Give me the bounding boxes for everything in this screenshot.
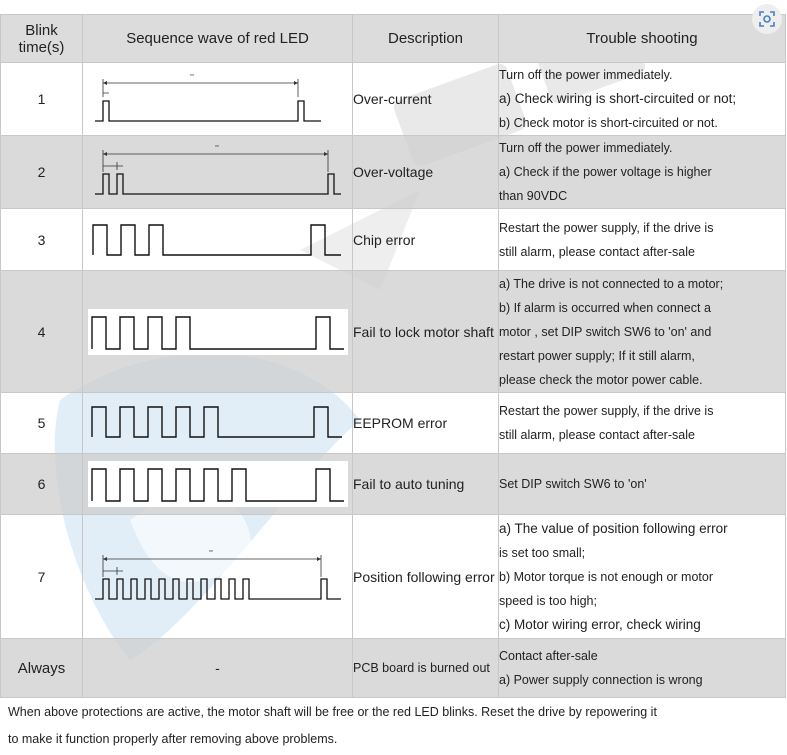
table-row <box>1 454 786 515</box>
trouble-shooting <box>499 515 786 639</box>
table-row <box>1 136 786 209</box>
focus-scan-icon <box>758 10 776 28</box>
trouble-line: speed is too high; <box>499 593 597 608</box>
trouble-line: Turn off the power immediately. <box>499 141 673 155</box>
trouble-line: restart power supply; If it still alarm, <box>499 348 695 363</box>
trouble-line: Set DIP switch SW6 to 'on' <box>499 477 647 491</box>
trouble-line: Restart the power supply, if the drive is <box>499 404 714 418</box>
header-wave: Sequence wave of red LED <box>83 15 353 63</box>
trouble-shooting <box>499 136 786 209</box>
svg-text:**: ** <box>208 549 213 556</box>
footer-line: When above protections are active, the motor shaft will be free or the red LED blinks. Reset the drive by repowering it <box>8 705 657 719</box>
led-wave-diagram <box>90 403 346 443</box>
alarm-description: Fail to lock motor shaft <box>353 271 499 393</box>
wave-cell <box>83 454 353 515</box>
blink-count: 4 <box>1 271 83 393</box>
led-wave-diagram <box>88 461 348 507</box>
led-wave-diagram <box>91 219 345 261</box>
svg-text:**: ** <box>214 145 219 151</box>
blink-count: 5 <box>1 393 83 454</box>
wave-cell <box>83 515 353 639</box>
header-description: Description <box>353 15 499 63</box>
trouble-line: a) Check wiring is short-circuited or not; <box>499 91 737 106</box>
blink-count: 1 <box>1 63 83 136</box>
trouble-line: a) The value of position following error <box>499 520 728 536</box>
trouble-line: motor , set DIP switch SW6 to 'on' and <box>499 324 712 339</box>
trouble-line: Contact after-sale <box>499 649 598 663</box>
trouble-shooting <box>499 63 786 136</box>
blink-count: 7 <box>1 515 83 639</box>
alarm-description: Chip error <box>353 209 499 271</box>
header-row <box>1 15 786 63</box>
focus-scan-button[interactable] <box>752 4 782 34</box>
alarm-description: Over-voltage <box>353 136 499 209</box>
trouble-line: than 90VDC <box>499 189 568 203</box>
wave-cell <box>83 393 353 454</box>
trouble-line: Turn off the power immediately. <box>499 68 673 82</box>
blink-count: 2 <box>1 136 83 209</box>
wave-cell <box>83 209 353 271</box>
table-row <box>1 271 786 393</box>
trouble-line: Restart the power supply, if the drive is <box>499 220 714 235</box>
trouble-shooting <box>499 393 786 454</box>
header-blink-time: Blink time(s) <box>1 15 83 63</box>
led-wave-diagram <box>93 547 343 607</box>
alarm-description: Position following error <box>353 515 499 639</box>
wave-cell: - <box>83 639 353 698</box>
blink-count: Always <box>1 639 83 698</box>
trouble-line: is set too small; <box>499 545 586 560</box>
blink-count: 6 <box>1 454 83 515</box>
trouble-line: please check the motor power cable. <box>499 372 703 387</box>
led-wave-diagram <box>93 69 343 129</box>
trouble-line: a) The drive is not connected to a motor; <box>499 276 724 291</box>
trouble-shooting <box>499 454 786 515</box>
trouble-shooting <box>499 209 786 271</box>
alarm-description: PCB board is burned out <box>353 639 499 698</box>
trouble-shooting <box>499 639 786 698</box>
trouble-line: still alarm, please contact after-sale <box>499 244 695 259</box>
trouble-line: b) If alarm is occurred when connect a <box>499 300 711 315</box>
table-row <box>1 515 786 639</box>
trouble-shooting <box>499 271 786 393</box>
led-alarm-table <box>0 14 786 698</box>
led-wave-diagram <box>93 142 343 202</box>
table-row <box>1 393 786 454</box>
svg-text:**: ** <box>189 74 194 80</box>
wave-cell <box>83 271 353 393</box>
led-wave-diagram <box>88 309 348 355</box>
wave-cell <box>83 136 353 209</box>
wave-cell <box>83 63 353 136</box>
footer-note <box>8 699 778 753</box>
trouble-line: a) Check if the power voltage is higher <box>499 165 712 179</box>
table-row <box>1 209 786 271</box>
trouble-line: c) Motor wiring error, check wiring <box>499 616 701 632</box>
alarm-description: Fail to auto tuning <box>353 454 499 515</box>
alarm-description: Over-current <box>353 63 499 136</box>
table-row <box>1 639 786 698</box>
blink-count: 3 <box>1 209 83 271</box>
alarm-description: EEPROM error <box>353 393 499 454</box>
trouble-line: still alarm, please contact after-sale <box>499 428 695 442</box>
table-row <box>1 63 786 136</box>
trouble-line: a) Power supply connection is wrong <box>499 673 703 687</box>
trouble-line: b) Motor torque is not enough or motor <box>499 569 714 584</box>
trouble-line: b) Check motor is short-circuited or not. <box>499 116 718 130</box>
footer-line: to make it function properly after removing above problems. <box>8 732 338 746</box>
header-trouble-shooting: Trouble shooting <box>499 15 786 63</box>
